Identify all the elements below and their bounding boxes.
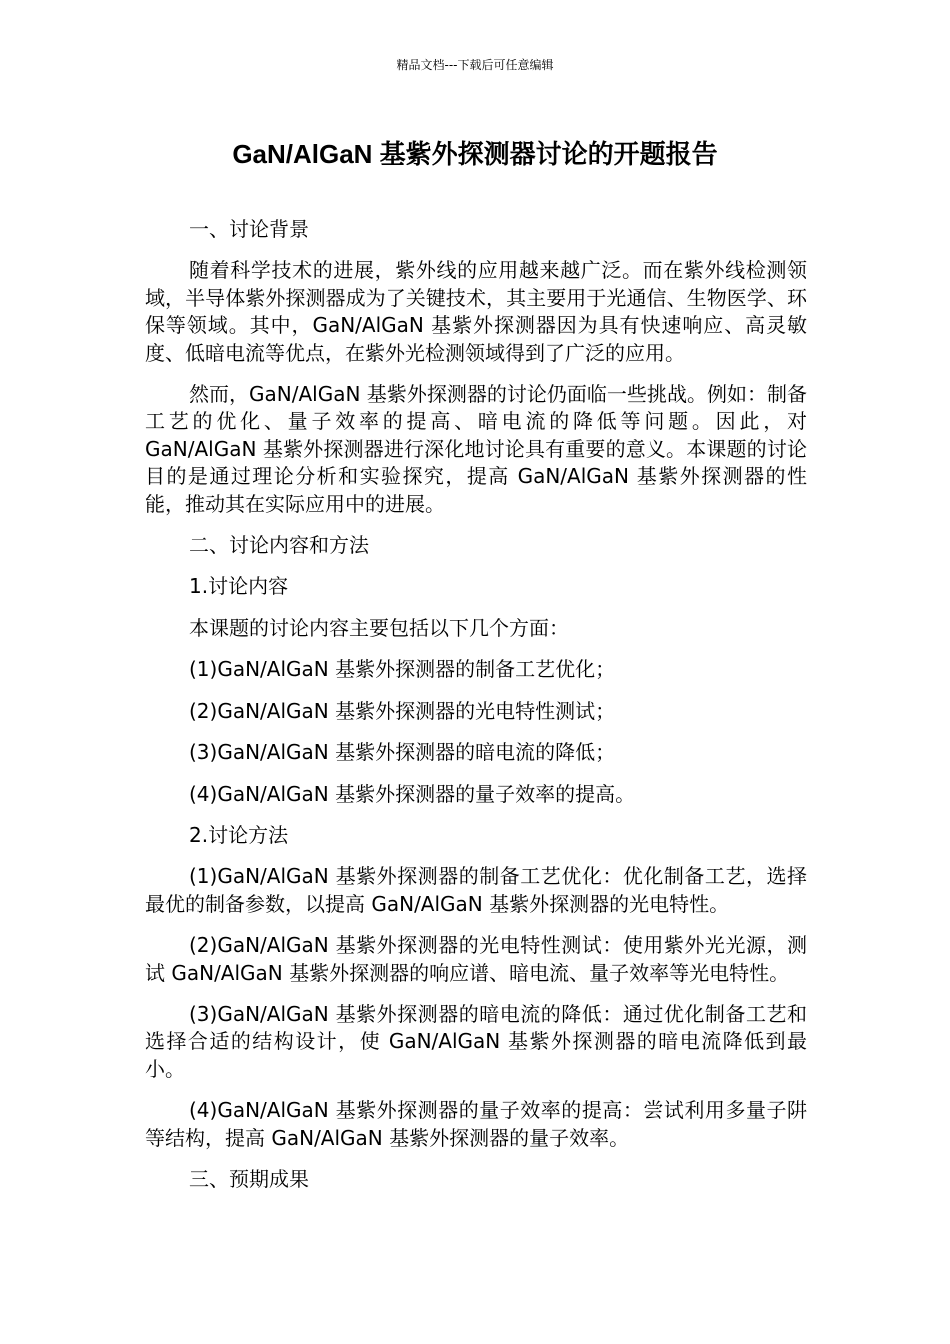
list-item-content: (4)GaN/AlGaN 基紫外探测器的量子效率的提高。 [189,781,636,806]
section-heading-content-method: 二、讨论内容和方法 [189,533,369,558]
list-item-method: (3)GaN/AlGaN 基紫外探测器的暗电流的降低：通过优化制备工艺和选择合适的结构设计，使 GaN/AlGaN 基紫外探测器的暗电流降低到最小。 [145,1001,807,1081]
list-item-content: (3)GaN/AlGaN 基紫外探测器的暗电流的降低； [189,740,616,765]
list-item-content: (1)GaN/AlGaN 基紫外探测器的制备工艺优化； [189,657,616,682]
paragraph-background-2: 然而，GaN/AlGaN 基紫外探测器的讨论仍面临一些挑战。例如：制备工艺的优化、量子效率的提高、暗电流的降低等问题。因此，对 GaN/AlGaN 基紫外探测器进行深化地讨论具有重要的意义。本课题的讨论目的是通过理论分析和实验探究，提高 GaN/AlGaN 基紫外探测器的性能，推动其在实际应用中的进展。 [145,382,807,516]
paragraph-background-1: 随着科学技术的进展，紫外线的应用越来越广泛。而在紫外线检测领域，半导体紫外探测器成为了关键技术，其主要用于光通信、生物医学、环保等领域。其中，GaN/AlGaN 基紫外探测器因为具有快速响应、高灵敏度、低暗电流等优点，在紫外光检测领域得到了广泛的应用。 [145,258,807,365]
document-body [145,216,807,1207]
subheading-method: 2.讨论方法 [189,822,289,847]
list-item-method: (1)GaN/AlGaN 基紫外探测器的制备工艺优化：优化制备工艺，选择最优的制备参数，以提高 GaN/AlGaN 基紫外探测器的光电特性。 [145,864,807,916]
section-heading-background: 一、讨论背景 [189,217,309,241]
document-title: GaN/AlGaN 基紫外探测器讨论的开题报告 [232,139,718,169]
list-item-content: (2)GaN/AlGaN 基紫外探测器的光电特性测试； [189,698,616,723]
header-note: 精品文档---下载后可任意编辑 [396,58,554,72]
list-item-method: (2)GaN/AlGaN 基紫外探测器的光电特性测试：使用紫外光光源，测试 GaN/AlGaN 基紫外探测器的响应谱、暗电流、量子效率等光电特性。 [145,933,807,985]
list-item-method: (4)GaN/AlGaN 基紫外探测器的量子效率的提高：尝试利用多量子阱等结构，提高 GaN/AlGaN 基紫外探测器的量子效率。 [145,1098,807,1150]
paragraph-content-intro: 本课题的讨论内容主要包括以下几个方面： [189,615,569,640]
subheading-content: 1.讨论内容 [189,574,289,599]
section-heading-expected-results: 三、预期成果 [189,1166,309,1191]
